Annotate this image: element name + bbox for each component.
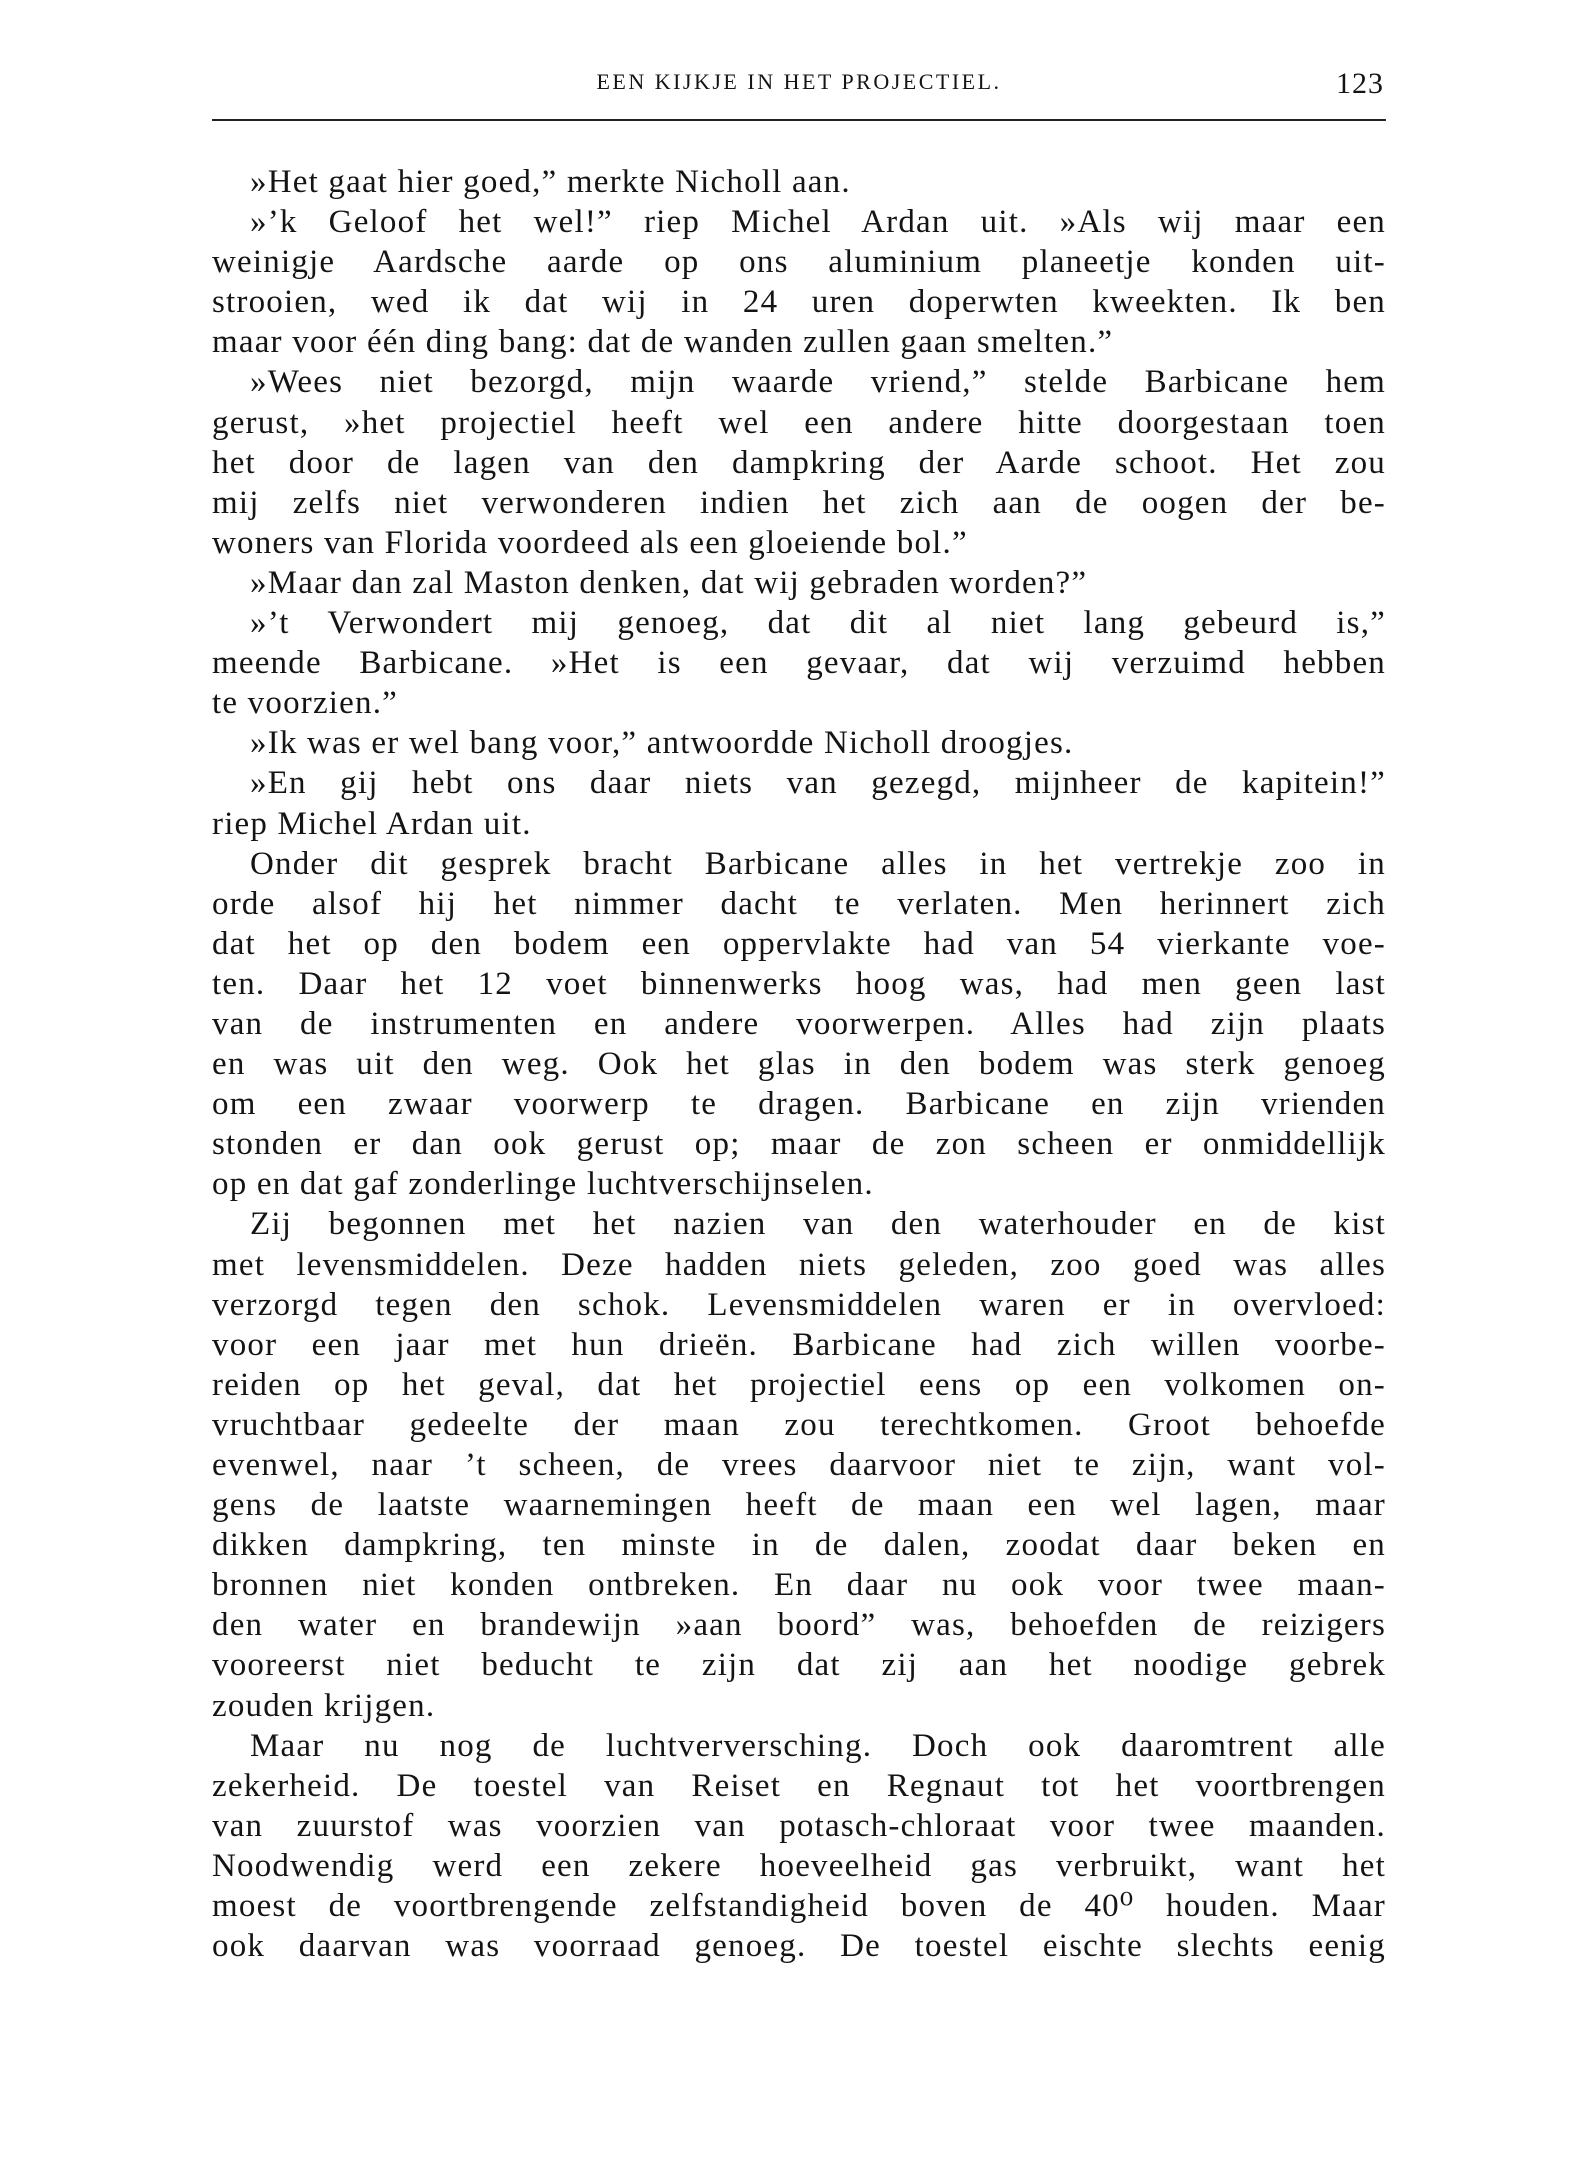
paragraph [212,844,1386,1205]
text-line: Maar nu nog de luchtverversching. Doch ook daaromtrent alle [250,1727,1386,1764]
running-head [212,64,1386,100]
text-line: moest de voortbrengende zelfstandigheid boven de 40⁰ houden. Maar [212,1888,1386,1925]
paragraph [212,1726,1386,1967]
text-line: orde alsof hij het nimmer dacht te verlaten. Men herinnert zich [212,885,1386,922]
text-line: riep Michel Ardan uit. [212,805,532,842]
paragraph [212,723,1386,763]
text-line: van zuurstof was voorzien van potasch-chloraat voor twee maanden. [212,1807,1386,1844]
paragraph [212,563,1386,603]
text-line: »’k Geloof het wel!” riep Michel Ardan uit. »Als wij maar een [250,204,1386,241]
text-line: vooreerst niet beducht te zijn dat zij aan het noodige gebrek [212,1647,1386,1684]
page-number: 123 [1336,67,1384,100]
text-line: ook daarvan was voorraad genoeg. De toestel eischte slechts eenig [212,1928,1386,1965]
text-line: zouden krijgen. [212,1687,436,1724]
chapter-running-title: EEN KIJKJE IN HET PROJECTIEL. [596,69,1002,94]
paragraph [212,162,1386,202]
text-line: om een zwaar voorwerp te dragen. Barbicane en zijn vrienden [212,1086,1386,1123]
text-line: verzorgd tegen den schok. Levensmiddelen waren er in overvloed: [212,1286,1386,1323]
text-line: vruchtbaar gedeelte der maan zou terechtkomen. Groot behoefde [212,1406,1386,1443]
paragraph [212,362,1386,562]
text-line: »Ik was er wel bang voor,” antwoordde Nicholl droogjes. [250,725,1074,762]
text-line: op en dat gaf zonderlinge luchtverschijnselen. [212,1166,874,1203]
text-line: ten. Daar het 12 voet binnenwerks hoog was, had men geen last [212,965,1386,1002]
text-line: weinigje Aardsche aarde op ons aluminium planeetje konden uit- [212,244,1386,281]
text-line: reiden op het geval, dat het projectiel eens op een volkomen on- [212,1366,1386,1403]
header-rule [212,119,1386,121]
text-line: gens de laatste waarnemingen heeft de maan een wel lagen, maar [212,1487,1386,1524]
text-line: met levensmiddelen. Deze hadden niets geleden, zoo goed was alles [212,1246,1386,1283]
text-line: »Wees niet bezorgd, mijn waarde vriend,” stelde Barbicane hem [250,364,1386,401]
text-line: »’t Verwondert mij genoeg, dat dit al niet lang gebeurd is,” [250,605,1386,642]
text-line: den water en brandewijn »aan boord” was, behoefden de reizigers [212,1607,1386,1644]
text-line: te voorzien.” [212,685,399,722]
text-line: meende Barbicane. »Het is een gevaar, dat wij verzuimd hebben [212,645,1386,682]
text-line: »Het gaat hier goed,” merkte Nicholl aan. [250,164,851,200]
text-line: »Maar dan zal Maston denken, dat wij gebraden worden?” [250,564,1088,601]
text-line: dikken dampkring, ten minste in de dalen, zoodat daar beken en [212,1527,1386,1564]
text-line: strooien, wed ik dat wij in 24 uren doperwten kweekten. Ik ben [212,284,1386,321]
paragraph [212,603,1386,723]
paragraph [212,763,1386,843]
body-text [212,162,1386,1966]
text-line: en was uit den weg. Ook het glas in den bodem was sterk genoeg [212,1046,1386,1083]
text-line: zekerheid. De toestel van Reiset en Regnaut tot het voortbrengen [212,1767,1386,1804]
text-line: bronnen niet konden ontbreken. En daar nu ook voor twee maan- [212,1567,1386,1604]
text-line: »En gij hebt ons daar niets van gezegd, mijnheer de kapitein!” [250,765,1386,802]
text-line: Zij begonnen met het nazien van den waterhouder en de kist [250,1206,1386,1243]
paragraph [212,1204,1386,1725]
text-line: evenwel, naar ’t scheen, de vrees daarvoor niet te zijn, want vol- [212,1447,1386,1483]
text-line: dat het op den bodem een oppervlakte had van 54 vierkante voe- [212,925,1386,962]
text-line: woners van Florida voordeed als een gloeiende bol.” [212,524,968,561]
text-line: gerust, »het projectiel heeft wel een andere hitte doorgestaan toen [212,404,1386,441]
text-line: maar voor één ding bang: dat de wanden zullen gaan smelten.” [212,324,1114,361]
text-line: het door de lagen van den dampkring der Aarde schoot. Het zou [212,444,1386,481]
text-line: Noodwendig werd een zekere hoeveelheid gas verbruikt, want het [212,1847,1386,1884]
text-line: mij zelfs niet verwonderen indien het zich aan de oogen der be- [212,484,1386,521]
text-line: voor een jaar met hun drieën. Barbicane had zich willen voorbe- [212,1326,1386,1363]
text-line: Onder dit gesprek bracht Barbicane alles in het vertrekje zoo in [250,845,1386,882]
text-line: van de instrumenten en andere voorwerpen. Alles had zijn plaats [212,1005,1386,1042]
paragraph [212,202,1386,362]
text-line: stonden er dan ook gerust op; maar de zon scheen er onmiddellijk [212,1126,1386,1163]
